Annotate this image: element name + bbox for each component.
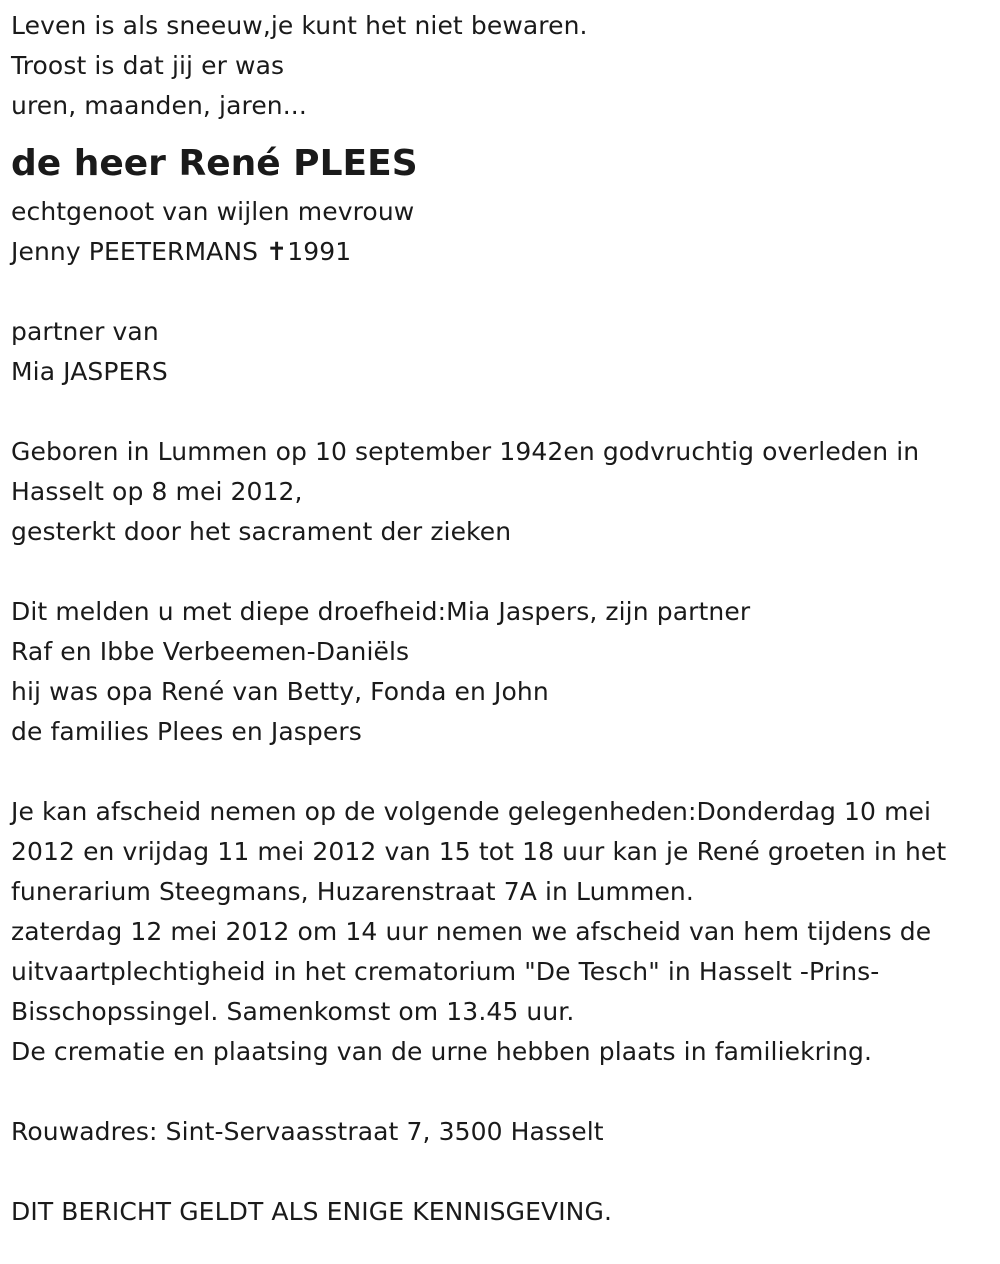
spacer [11,272,991,312]
partner-name: Mia JASPERS [11,357,168,386]
cross-icon: ✝ [266,237,288,266]
announcers-line-4: de families Plees en Jaspers [11,717,362,746]
farewell-block [11,792,991,1072]
deceased-name: de heer René PLEES [11,143,418,184]
poem-line-1: Leven is als sneeuw,je kunt het niet bewaren. [11,11,588,40]
partner-intro: partner van [11,317,159,346]
birth-death-block [11,432,991,552]
farewell-line-2: 2012 en vrijdag 11 mei 2012 van 15 tot 18 uur kan je René groeten in het [11,837,947,866]
spouse-intro: echtgenoot van wijlen mevrouw [11,197,415,226]
farewell-line-3: funerarium Steegmans, Huzarenstraat 7A in Lummen. [11,877,694,906]
farewell-line-7: De crematie en plaatsing van de urne hebben plaats in familiekring. [11,1037,873,1066]
spacer [11,752,991,792]
announcers-block [11,592,991,752]
farewell-line-4: zaterdag 12 mei 2012 om 14 uur nemen we afscheid van hem tijdens de [11,917,932,946]
spacer [11,392,991,432]
spouse-death-year: 1991 [287,237,352,266]
spouse-line [11,232,991,272]
birth-death-line-1: Geboren in Lummen op 10 september 1942en godvruchtig overleden in [11,437,920,466]
spacer [11,1152,991,1192]
announcers-line-2: Raf en Ibbe Verbeemen-Daniëls [11,637,410,666]
poem-line-3: uren, maanden, jaren... [11,91,307,120]
notice-statement: DIT BERICHT GELDT ALS ENIGE KENNISGEVING. [11,1197,612,1226]
deceased-block [11,140,991,272]
spacer [11,552,991,592]
mourning-address: Rouwadres: Sint-Servaasstraat 7, 3500 Hasselt [11,1117,604,1146]
birth-death-line-2: Hasselt op 8 mei 2012, [11,477,303,506]
farewell-line-5: uitvaartplechtigheid in het crematorium "De Tesch" in Hasselt -Prins- [11,957,880,986]
spacer [11,1072,991,1112]
partner-block [11,312,991,392]
announcers-line-3: hij was opa René van Betty, Fonda en John [11,677,549,706]
farewell-line-6: Bisschopssingel. Samenkomst om 13.45 uur. [11,997,575,1026]
poem-line-2: Troost is dat jij er was [11,51,285,80]
farewell-line-1: Je kan afscheid nemen op de volgende gelegenheden:Donderdag 10 mei [11,797,932,826]
birth-death-line-3: gesterkt door het sacrament der zieken [11,517,512,546]
poem-block [11,6,991,126]
spouse-name: Jenny PEETERMANS [11,237,267,266]
announcers-line-1: Dit melden u met diepe droefheid:Mia Jaspers, zijn partner [11,597,751,626]
obituary-document [11,6,991,1232]
